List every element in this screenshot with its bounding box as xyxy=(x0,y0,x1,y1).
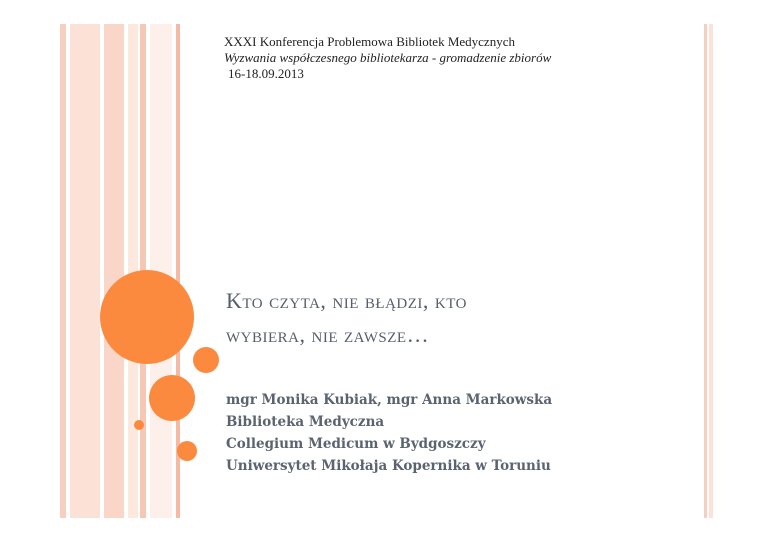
title-line-1: Kto czyta, nie błądzi, kto xyxy=(226,288,467,313)
title-line-2: wybiera, nie zawsze… xyxy=(226,322,430,347)
decorative-circle-small xyxy=(193,347,219,373)
decorative-stripe xyxy=(70,24,100,518)
college-name: Collegium Medicum w Bydgoszczy xyxy=(226,436,486,452)
decorative-stripe xyxy=(704,24,707,518)
decorative-stripe xyxy=(104,24,124,518)
conference-header xyxy=(224,34,551,82)
conference-subtitle: Wyzwania współczesnego bibliotekarza - gromadzenie zbiorów xyxy=(224,50,552,65)
authors-block xyxy=(226,389,552,477)
university-name: Uniwersytet Mikołaja Kopernika w Toruniu xyxy=(226,458,551,474)
author-names: mgr Monika Kubiak, mgr Anna Markowska xyxy=(226,392,553,408)
library-name: Biblioteka Medyczna xyxy=(226,414,385,430)
decorative-circle-small xyxy=(177,441,197,461)
decorative-circle-large xyxy=(100,270,194,364)
slide-title xyxy=(226,284,686,352)
decorative-circle-medium xyxy=(149,375,195,421)
decorative-stripe xyxy=(60,24,66,518)
conference-name: XXXI Konferencja Problemowa Bibliotek Medycznych xyxy=(224,34,515,49)
decorative-circle-tiny xyxy=(134,420,144,430)
decorative-stripe xyxy=(709,24,713,518)
conference-dates: 16-18.09.2013 xyxy=(228,66,304,81)
